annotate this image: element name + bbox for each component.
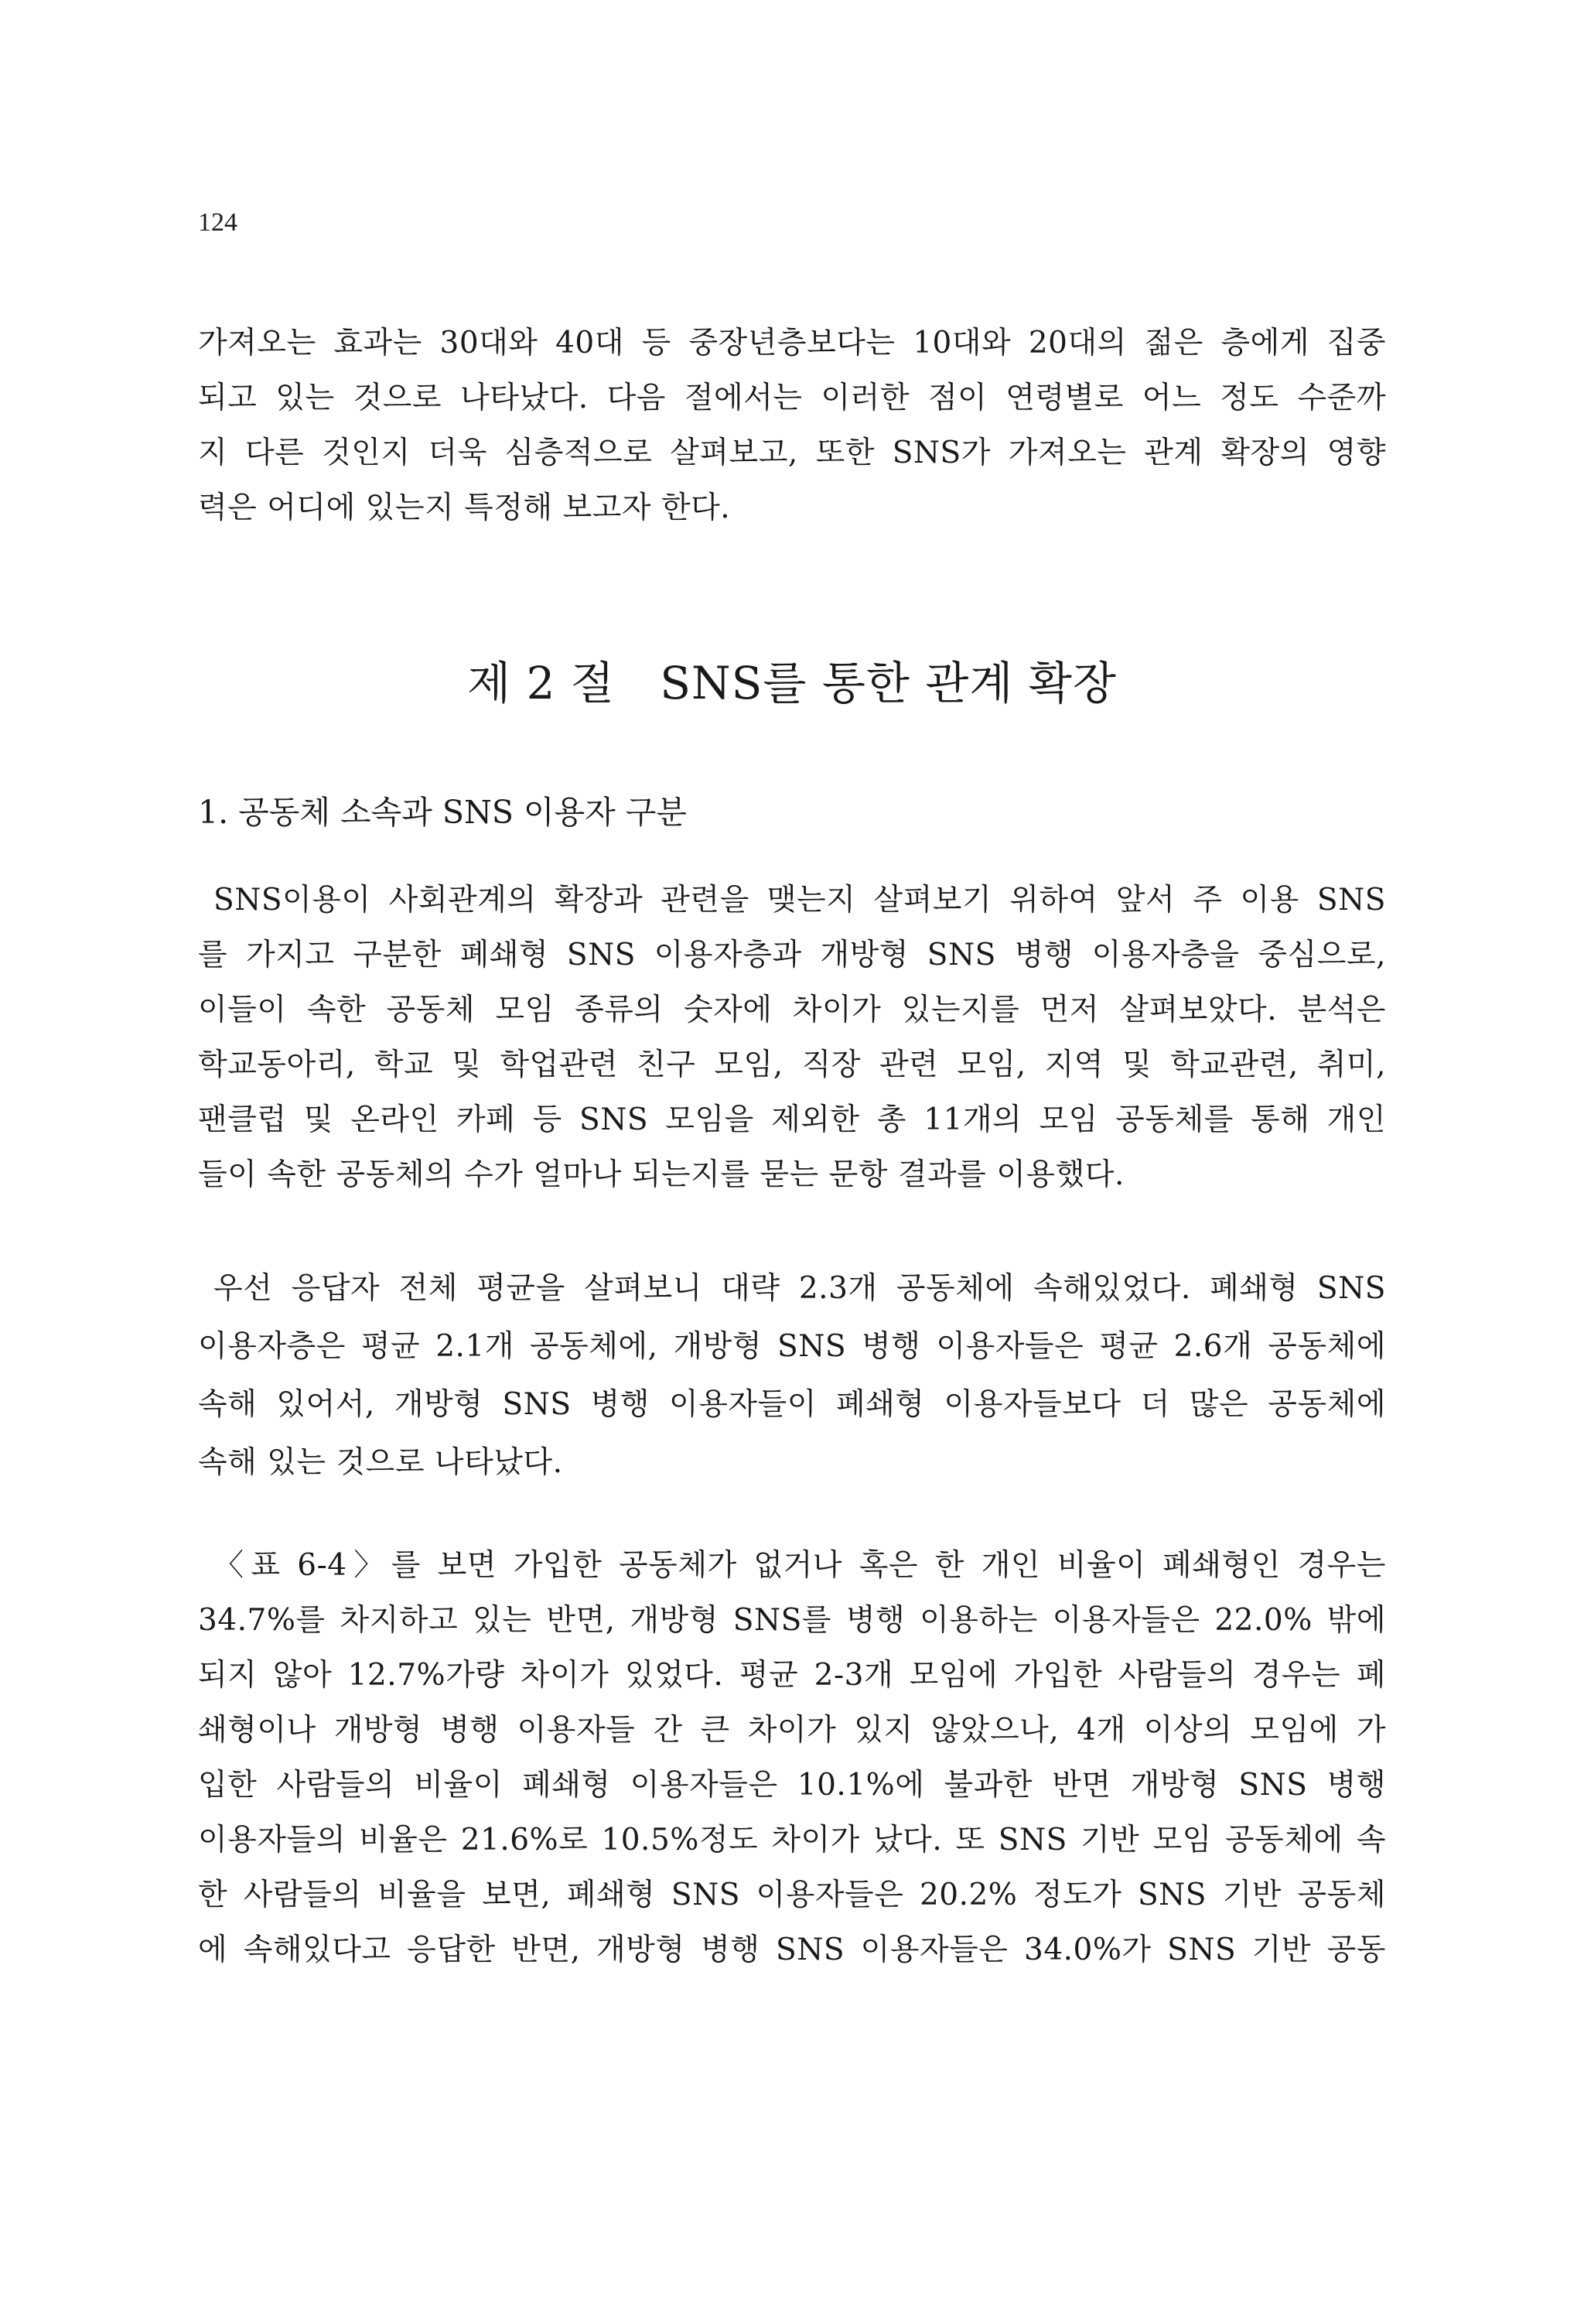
text-line: 를 가지고 구분한 폐쇄형 SNS 이용자층과 개방형 SNS 병행 이용자층을 중심으로, (198, 938, 1386, 972)
section-title: 제 2 절 SNS를 통한 관계 확장 (467, 657, 1117, 709)
paragraph-3 (198, 1538, 1386, 1977)
subsection-title: 1. 공동체 소속과 SNS 이용자 구분 (198, 794, 687, 831)
text-line: 〈표 6-4〉를 보면 가입한 공동체가 없거나 혹은 한 개인 비율이 폐쇄형인 경우는 (213, 1548, 1386, 1583)
text-line: 되지 않아 12.7%가량 차이가 있었다. 평균 2-3개 모임에 가입한 사람들의 경우는 폐 (198, 1658, 1386, 1693)
text-line: 이용자들의 비율은 21.6%로 10.5%정도 차이가 났다. 또 SNS 기반 모임 공동체에 속 (198, 1823, 1386, 1857)
text-line: 들이 속한 공동체의 수가 얼마나 되는지를 묻는 문항 결과를 이용했다. (198, 1157, 1125, 1192)
text-line: 팬클럽 및 온라인 카페 등 SNS 모임을 제외한 총 11개의 모임 공동체를 통해 개인 (198, 1102, 1386, 1137)
text-line: 학교동아리, 학교 및 학업관련 친구 모임, 직장 관련 모임, 지역 및 학교관련, 취미, (198, 1048, 1386, 1082)
text-line: 력은 어디에 있는지 특정해 보고자 한다. (198, 490, 731, 525)
text-line: 34.7%를 차지하고 있는 반면, 개방형 SNS를 병행 이용하는 이용자들은 22.0% 밖에 (198, 1603, 1386, 1638)
text-line: 지 다른 것인지 더욱 심층적으로 살펴보고, 또한 SNS가 가져오는 관계 확장의 영향 (198, 436, 1386, 470)
page-number: 124 (198, 208, 237, 237)
text-line: 속해 있는 것으로 나타났다. (198, 1445, 563, 1480)
text-line: 되고 있는 것으로 나타났다. 다음 절에서는 이러한 점이 연령별로 어느 정도 수준까 (198, 381, 1386, 415)
paragraph-1 (198, 873, 1386, 1202)
text-line: 가져오는 효과는 30대와 40대 등 중장년층보다는 10대와 20대의 젊은 층에게 집중 (198, 326, 1386, 361)
text-line: 입한 사람들의 비율이 폐쇄형 이용자들은 10.1%에 불과한 반면 개방형 SNS 병행 (198, 1768, 1386, 1803)
text-line: 에 속해있다고 응답한 반면, 개방형 병행 SNS 이용자들은 34.0%가 SNS 기반 공동 (198, 1933, 1386, 1967)
text-line: 우선 응답자 전체 평균을 살펴보니 대략 2.3개 공동체에 속해있었다. 폐쇄형 SNS (213, 1271, 1386, 1306)
intro-paragraph (198, 316, 1386, 535)
paragraph-2 (198, 1259, 1386, 1492)
text-line: 이들이 속한 공동체 모임 종류의 숫자에 차이가 있는지를 먼저 살펴보았다. 분석은 (198, 993, 1386, 1027)
text-line: 속해 있어서, 개방형 SNS 병행 이용자들이 폐쇄형 이용자들보다 더 많은 공동체에 (198, 1387, 1386, 1422)
text-line: 쇄형이나 개방형 병행 이용자들 간 큰 차이가 있지 않았으나, 4개 이상의 모임에 가 (198, 1713, 1386, 1748)
text-line: SNS이용이 사회관계의 확장과 관련을 맺는지 살펴보기 위하여 앞서 주 이용 SNS (213, 883, 1386, 918)
text-line: 한 사람들의 비율을 보면, 폐쇄형 SNS 이용자들은 20.2% 정도가 SNS 기반 공동체 (198, 1878, 1386, 1912)
text-line: 이용자층은 평균 2.1개 공동체에, 개방형 SNS 병행 이용자들은 평균 2.6개 공동체에 (198, 1329, 1386, 1364)
